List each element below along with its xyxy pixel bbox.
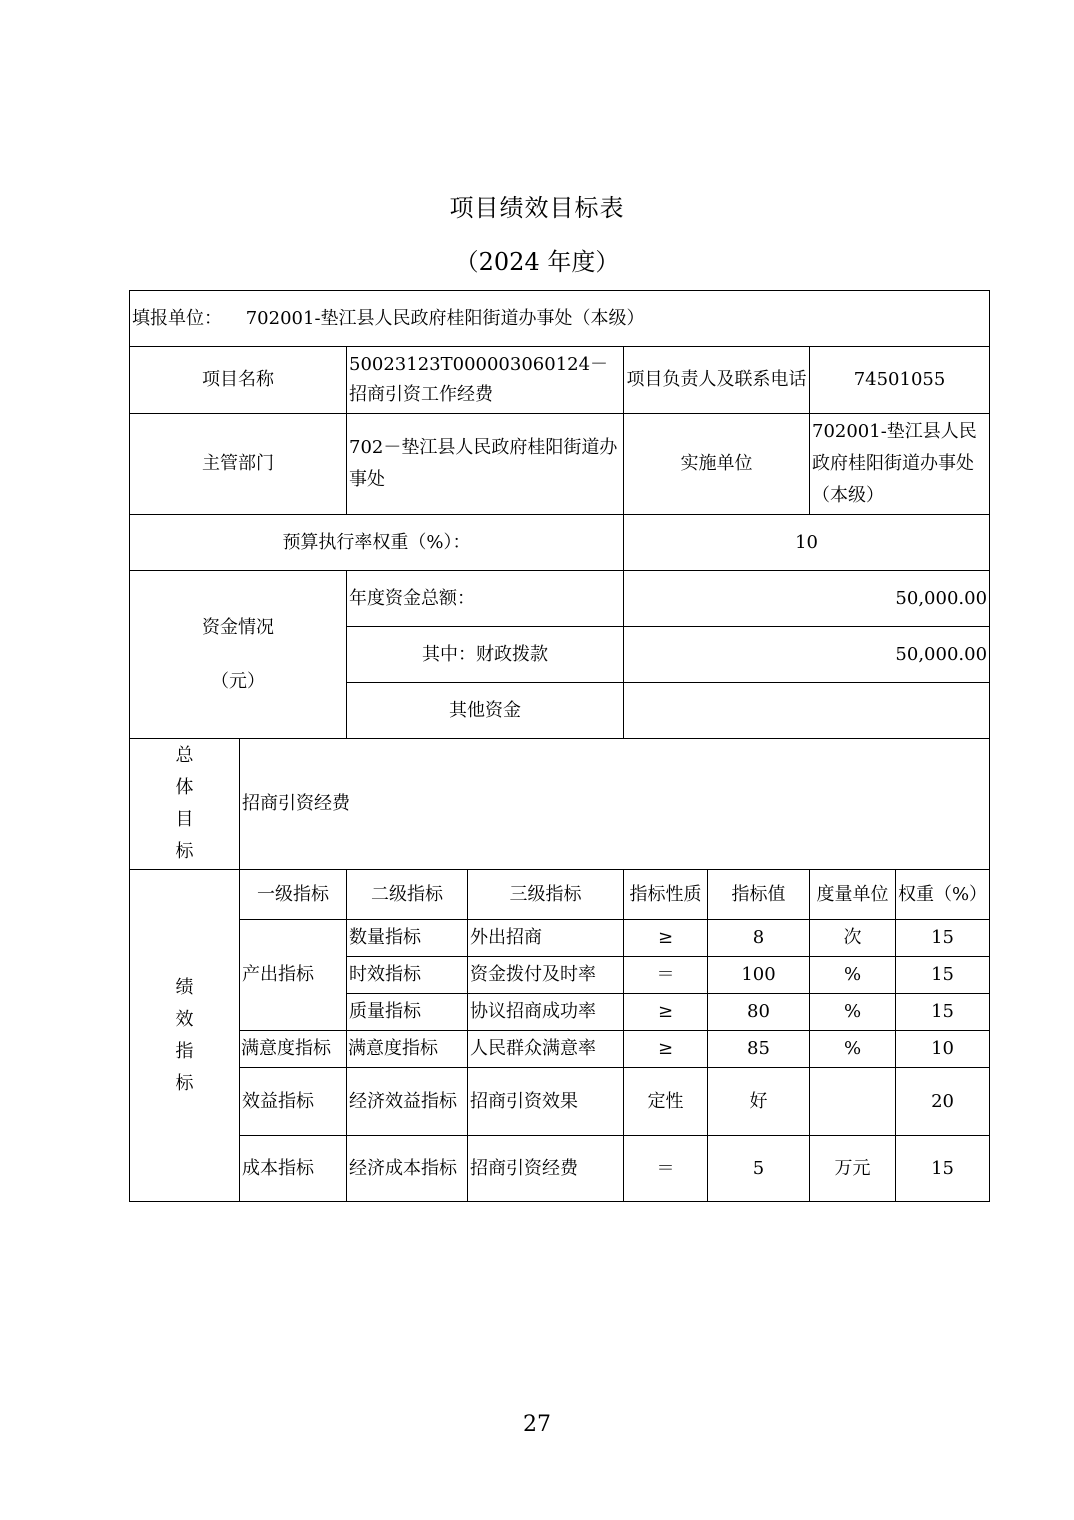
- row-level3: 人民群众满意率: [468, 1031, 624, 1068]
- row-level1: 效益指标: [240, 1068, 347, 1136]
- contact-label: 项目负责人及联系电话: [624, 347, 810, 414]
- table-row: [130, 1068, 990, 1136]
- indicator-header-row: [130, 870, 990, 920]
- department-row: [130, 414, 990, 515]
- row-level2: 质量指标: [347, 994, 468, 1031]
- row-level1: 成本指标: [240, 1136, 347, 1202]
- funds-total-row: [130, 571, 990, 627]
- row-level3: 招商引资经费: [468, 1136, 624, 1202]
- dept-value: 702－垫江县人民政府桂阳街道办事处: [347, 414, 624, 515]
- funds-total-value: 50,000.00: [624, 571, 990, 627]
- row-unit: 万元: [810, 1136, 896, 1202]
- indicator-label: [130, 870, 240, 1202]
- row-level2: 经济成本指标: [347, 1136, 468, 1202]
- overall-target-row: [130, 739, 990, 870]
- header-unit: 度量单位: [810, 870, 896, 920]
- header-value: 指标值: [708, 870, 810, 920]
- row-weight: 15: [896, 994, 990, 1031]
- row-level2: 满意度指标: [347, 1031, 468, 1068]
- row-weight: 15: [896, 1136, 990, 1202]
- overall-label: [130, 739, 240, 870]
- row-nature: ≥: [624, 920, 708, 957]
- indicator-label-char: 标: [175, 1072, 194, 1094]
- performance-target-table: [129, 290, 990, 1202]
- row-nature: 定性: [624, 1068, 708, 1136]
- table-row: [130, 1031, 990, 1068]
- funds-label-cell: [130, 571, 347, 739]
- budget-rate-row: [130, 515, 990, 571]
- row-value: 100: [708, 957, 810, 994]
- row-level2: 数量指标: [347, 920, 468, 957]
- impl-label: 实施单位: [624, 414, 810, 515]
- row-value: 80: [708, 994, 810, 1031]
- indicator-label-char: 效: [175, 1008, 194, 1030]
- overall-label-char: 标: [175, 841, 194, 862]
- row-level2: 时效指标: [347, 957, 468, 994]
- funds-label: 资金情况: [202, 616, 274, 638]
- header-weight: 权重（%）: [896, 870, 990, 920]
- row-unit: %: [810, 957, 896, 994]
- contact-value: 74501055: [810, 347, 990, 414]
- row-value: 8: [708, 920, 810, 957]
- row-unit: %: [810, 994, 896, 1031]
- row-weight: 15: [896, 957, 990, 994]
- overall-label-char: 目: [175, 809, 194, 830]
- row-value: 5: [708, 1136, 810, 1202]
- project-name-label: 项目名称: [130, 347, 347, 414]
- row-unit: 次: [810, 920, 896, 957]
- budget-rate-value: 10: [624, 515, 990, 571]
- header-nature: 指标性质: [624, 870, 708, 920]
- row-weight: 10: [896, 1031, 990, 1068]
- header-level2: 二级指标: [347, 870, 468, 920]
- row-level3: 招商引资效果: [468, 1068, 624, 1136]
- row-level3: 外出招商: [468, 920, 624, 957]
- project-name-row: [130, 347, 990, 414]
- page-number: 27: [523, 1412, 551, 1437]
- row-level1: 满意度指标: [240, 1031, 347, 1068]
- indicator-label-char: 指: [175, 1040, 194, 1062]
- header-level3: 三级指标: [468, 870, 624, 920]
- row-unit: %: [810, 1031, 896, 1068]
- document-title: 项目绩效目标表: [449, 194, 625, 222]
- row-unit: [810, 1068, 896, 1136]
- unit-row: [130, 291, 990, 347]
- row-nature: ＝: [624, 1136, 708, 1202]
- header-level1: 一级指标: [240, 870, 347, 920]
- overall-label-char: 体: [175, 777, 194, 798]
- row-level3: 协议招商成功率: [468, 994, 624, 1031]
- unit-value: 702001-垫江县人民政府桂阳街道办事处（本级）: [245, 307, 645, 329]
- funds-unit: （元）: [211, 670, 265, 692]
- document-subtitle: （2024 年度）: [454, 248, 620, 276]
- row-value: 好: [708, 1068, 810, 1136]
- row-weight: 20: [896, 1068, 990, 1136]
- funds-fiscal-value: 50,000.00: [624, 627, 990, 683]
- budget-rate-label: 预算执行率权重（%）：: [130, 515, 624, 571]
- unit-cell: [130, 291, 990, 347]
- row-nature: ≥: [624, 994, 708, 1031]
- project-name-value: 50023123T000003060124－招商引资工作经费: [347, 347, 624, 414]
- table-row: [130, 920, 990, 957]
- overall-label-char: 总: [175, 745, 194, 766]
- dept-label: 主管部门: [130, 414, 347, 515]
- funds-other-label: 其他资金: [347, 683, 624, 739]
- row-nature: ≥: [624, 1031, 708, 1068]
- indicator-label-char: 绩: [175, 976, 194, 998]
- funds-other-value: [624, 683, 990, 739]
- row-nature: ＝: [624, 957, 708, 994]
- impl-value: 702001-垫江县人民政府桂阳街道办事处（本级）: [810, 414, 990, 515]
- overall-value: 招商引资经费: [240, 739, 990, 870]
- unit-label: 填报单位：: [132, 307, 222, 329]
- funds-total-label: 年度资金总额：: [347, 571, 624, 627]
- row-value: 85: [708, 1031, 810, 1068]
- row-weight: 15: [896, 920, 990, 957]
- table-row: [130, 1136, 990, 1202]
- row-level3: 资金拨付及时率: [468, 957, 624, 994]
- funds-fiscal-label: 其中：财政拨款: [347, 627, 624, 683]
- row-level2: 经济效益指标: [347, 1068, 468, 1136]
- row-level1: 产出指标: [240, 920, 347, 1031]
